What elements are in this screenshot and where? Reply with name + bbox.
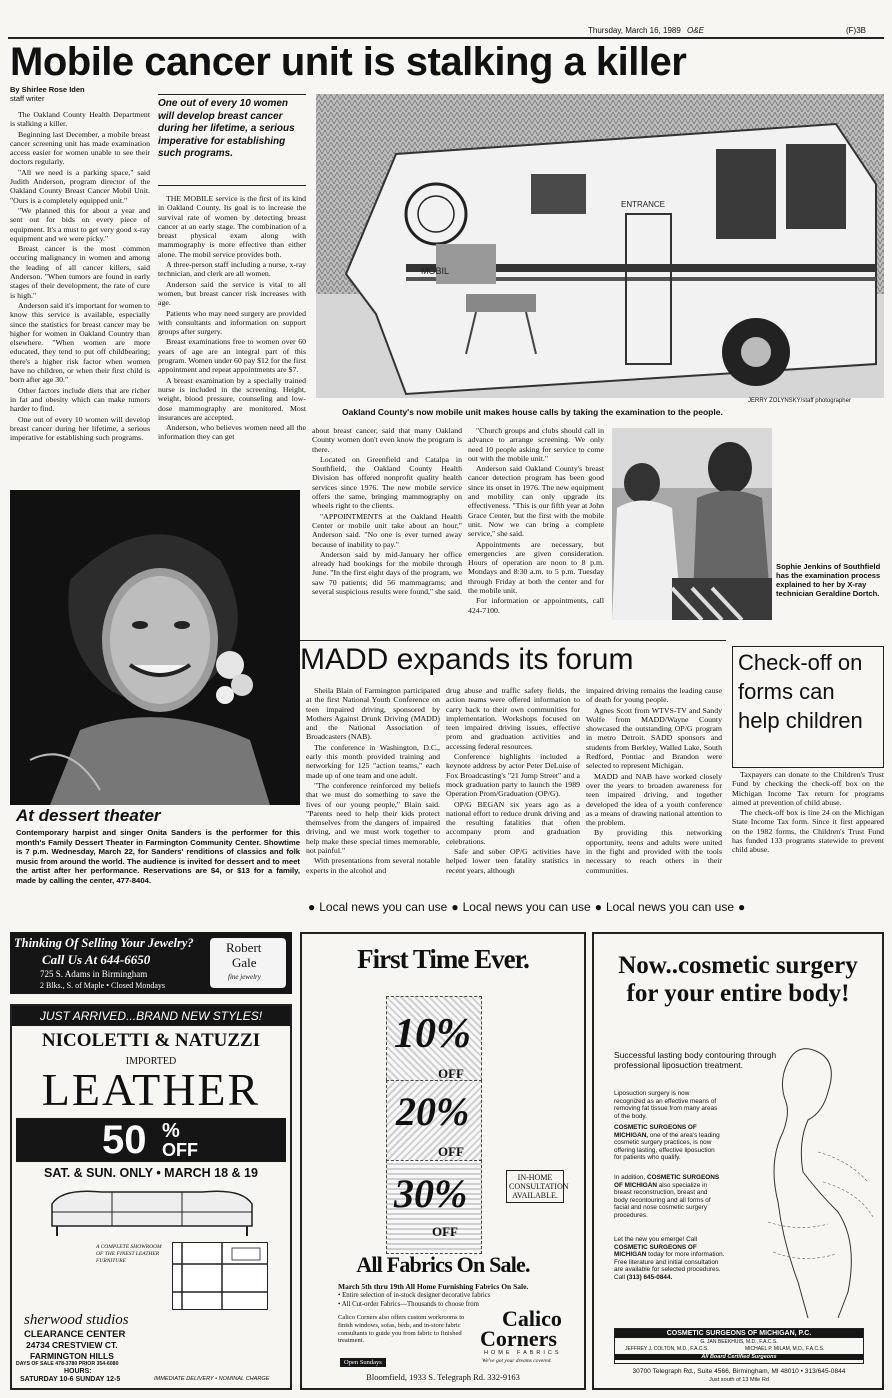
paragraph: "We planned this for about a year and sent out for bids on every piece of equipment. It's a must to get very good x-ray equipment and we were picky.": [10, 205, 150, 243]
paragraph: Anderson said by mid-January her office already had bookings for the mobile through June. "In the first eight days of the program, we saw 70 patients; did 56 mammagrams; and several suspicious results were found," she said.: [312, 549, 462, 597]
paragraph: "Church groups and clubs should call in advance to arrange screening. We only need 10 people asking for service to come out with the mobile unit.": [468, 426, 604, 463]
sherwood-street: 24734 CRESTVIEW CT.: [26, 1340, 118, 1350]
sherwood-center: CLEARANCE CENTER: [24, 1329, 126, 1340]
body-contour-illustration: [728, 1042, 878, 1318]
sherwood-off: OFF: [162, 1140, 198, 1160]
paragraph: "APPOINTMENTS at the Oakland Health Center or mobile unit take about an hour," Anderson said. "No one is ever turned away because of inability to pay.": [312, 511, 462, 549]
cosmetic-p3-pre: In addition,: [614, 1174, 648, 1181]
local-news-text-1: Local news you can use: [319, 900, 448, 914]
paragraph: Anderson said Oakland County's breast cancer detection program has been good since its onset in 1976. The new equipment and mobility can only upgrade its effectiveness. "This is our fifth year at John Grace Center, but the first with the mobile unit. Now we can bring a complete service," she said.: [468, 464, 604, 539]
sherwood-city: FARMINGTON HILLS: [30, 1351, 114, 1361]
paragraph: The conference in Washington, D.C., early this month provided training and networking for 125 "action teams," each made up of one team and one adult.: [306, 742, 440, 780]
paragraph: Sheila Blain of Farmington participated at the first National Youth Conference on teen impaired driving, sponsored by Mothers Against Drunk Driving (MADD) and the National Association of Broadcasters (NAB).: [306, 686, 440, 742]
paragraph: Taxpayers can donate to the Children's Trust Fund by checking the check-off box on the Michigan Income Tax return for programs aimed at prevention of child abuse.: [732, 770, 884, 807]
checkoff-body: [732, 770, 884, 890]
calico-sale: All Fabrics On Sale.: [356, 1252, 530, 1277]
cosmetic-headline: Now..cosmetic surgery for your entire body!: [618, 952, 858, 1007]
mobile-unit-illustration: [316, 94, 884, 398]
robert-gale-ad: [10, 932, 292, 994]
paragraph: A breast examination by a specially trained nurse is included in the screening. Height, weight, blood pressure, counseling and low-dose mammography are monitored. Most insurances are accepted.: [158, 375, 306, 422]
paragraph: THE MOBILE service is the first of its kind in Oakland County. Its goal is to increase the survival rate of women by detecting breast cancer at an early stage. The combination of a breast physical exam along with mammography is more effective than either alone. The mobil service provides both.: [158, 194, 306, 259]
map-illustration: [172, 1242, 268, 1310]
sherwood-dates: SAT. & SUN. ONLY • MARCH 18 & 19: [44, 1166, 258, 1180]
page-number: (F)3B: [846, 26, 866, 35]
calico-body: Calico Corners also offers custom workrooms to finish windows, sofas, beds, and in-store fabric consultants to guide you from fabric to finished treatment.: [338, 1314, 465, 1345]
calico-headline: First Time Ever.: [357, 944, 529, 974]
cosmetic-p4: [614, 1236, 726, 1282]
paragraph: about breast cancer, said that many Oakland County women don't even know the program is there.: [312, 426, 462, 454]
rg-logo-robert: Robert: [226, 940, 262, 955]
madd-top-rule: [300, 640, 726, 641]
calico-ad: [300, 932, 586, 1390]
cosmetic-doctor-2: JEFFREY J. COLTON, M.D., F.A.C.S.: [625, 1346, 709, 1352]
rg-logo: [210, 938, 286, 988]
cosmetic-firm: COSMETIC SURGEONS OF MICHIGAN, P.C.: [615, 1329, 863, 1338]
sherwood-delivery: IMMEDIATE DELIVERY • NOMINAL CHARGE: [154, 1376, 270, 1382]
dessert-headline: At dessert theater: [16, 806, 161, 825]
paragraph: MADD and NAB have worked closely over the years to broaden awareness for teen impaired driving, and together developed the idea of a youth conference as a means of drawing national attention to the problem.: [586, 771, 722, 828]
cosmetic-doctor-1: G. JAN BEEKHUIS, M.D., F.A.C.S.: [700, 1339, 778, 1345]
calico-off-1: OFF: [438, 1066, 464, 1081]
paragraph: The check-off box is line 24 on the Michigan State Income Tax form. Since it first appeared on the 1982 forms, the Children's Trust Fund has funded 133 programs statewide to prevent child abuse.: [732, 808, 884, 855]
main-story-col2: [158, 194, 306, 482]
cosmetic-board: All Board Certified Surgeons: [615, 1354, 863, 1360]
paper-name: O&E: [687, 26, 704, 35]
rg-headline: Thinking Of Selling Your Jewelry?: [14, 936, 194, 950]
main-story-col1: [10, 110, 150, 482]
cosmetic-p2-text: one of the area's leading cosmetic surgery practices, is now offering lasting, effective liposuction for patients who qualify.: [614, 1131, 720, 1162]
paragraph: With presentations from several notable experts in the alcohol and: [306, 856, 440, 875]
paragraph: Safe and sober OP/G activities have helped lower teen fatality statistics in recent years, although: [446, 847, 580, 875]
paragraph: OP/G BEGAN six years ago as a national effort to reduce drunk driving and the resulting fatalities that often accompany prom and graduation celebrations.: [446, 799, 580, 846]
pullquote: One out of every 10 women will develop breast cancer during her lifetime, a serious imperative for establishing such programs.: [158, 98, 295, 159]
cosmetic-ad: [592, 932, 884, 1390]
bullet-icon: ●: [594, 900, 602, 914]
local-news-text-2: Local news you can use: [462, 900, 591, 914]
harpist-photo: [10, 490, 300, 805]
cosmetic-p2: [614, 1124, 722, 1162]
madd-headline: MADD expands its forum: [300, 643, 634, 676]
header-rule: [8, 37, 884, 39]
cosmetic-p4-bold: COSMETIC SURGEONS OF MICHIGAN: [614, 1243, 697, 1259]
calico-bullet-2: • All Cut-order Fabrics—Thousands to choose from: [338, 1301, 479, 1308]
calico-address: Bloomfield, 1933 S. Telegraph Rd. 332-9163: [366, 1372, 520, 1382]
rg-directions: 2 Blks., S. of Maple • Closed Mondays: [40, 981, 166, 990]
calico-off-3: OFF: [432, 1224, 458, 1239]
cosmetic-phone: (313) 645-0844.: [626, 1273, 673, 1281]
dateline: [588, 26, 704, 35]
cosmetic-lead: Successful lasting body contouring through professional liposuction treatment.: [614, 1050, 777, 1070]
paragraph: Anderson said the service is vital to all women, but breast cancer risk increases with age.: [158, 279, 306, 308]
madd-col1: [306, 686, 440, 888]
cosmetic-p2-bold: COSMETIC SURGEONS OF MICHIGAN,: [614, 1124, 697, 1139]
cosmetic-firm-banner: [614, 1328, 864, 1364]
paragraph: Anderson, who believes women need all the information they can get: [158, 423, 306, 442]
rg-call: Call Us At 644-6650: [42, 952, 151, 967]
sherwood-banner: JUST ARRIVED...BRAND NEW STYLES!: [12, 1006, 290, 1026]
sherwood-leather: LEATHER: [41, 1064, 261, 1115]
mobile-unit-photo: [316, 94, 884, 398]
sherwood-brands: NICOLETTI & NATUZZI: [41, 1030, 261, 1051]
calico-discount-3: 30%: [394, 1171, 468, 1216]
paragraph: Appointments are necessary, but emergencies are given consideration. Hours of operation are noon to 8 p.m. Mondays and 8:30 a.m. to 5 p.m. Tuesday through Friday at both the center and for the mobile unit.: [468, 539, 604, 596]
paragraph: Agnes Scott from WTVS-TV and Sandy Wolfe from MADD/Wayne County showcased the outstanding OP/G program in metro Detroit. SADD sponsors and students from Berkley, Walled Lake, South Redford, Pontiac and Brandon were selected to represent Michigan.: [586, 705, 722, 771]
calico-discount-1: 10%: [394, 1011, 471, 1057]
cosmetic-address: 30700 Telegraph Rd., Suite 4566, Birmingham, MI 48010 • 313/645-0844: [632, 1368, 846, 1375]
dateline-date: Thursday, March 16, 1989: [588, 26, 681, 35]
paragraph: For information or appointments, call 424-7100.: [468, 596, 604, 615]
pullquote-rule: [158, 94, 306, 95]
cosmetic-p3-text: also specialize in breast reconstruction, breast and body recontouring and all forms of facial and nose cosmetic surgery procedures.: [614, 1181, 711, 1219]
paragraph: One out of every 10 women will develop breast cancer during her lifetime, a serious imperative for establishing such programs.: [10, 414, 150, 443]
local-news-text-3: Local news you can use: [605, 900, 735, 914]
main-story-col4: [468, 426, 604, 626]
harpist-illustration: [10, 490, 300, 805]
byline-role: staff writer: [10, 93, 45, 103]
photo-caption: Oakland County's now mobile unit makes house calls by taking the examination to the people.: [342, 407, 723, 417]
paragraph: Anderson said it's important for women to know this service is available, especially since the statistics for breast cancer may be higher for women in Oakland Country than elsewhere. "When women are more educated, they tend to put off childbearing; there's a higher risk factor when women have no children, or when their first child is born after age 30.": [10, 300, 150, 385]
paragraph: "The conference reinforced my beliefs that we must do something to save the lives of our young people," Blain said. "Parents need to help their kids protect themselves from the dangers of impaired driving, and we must work together to help make these special times memorable, not painful.": [306, 780, 440, 856]
rg-logo-gale: Gale: [232, 955, 257, 970]
rg-logo-sub: fine jewelry: [228, 973, 261, 981]
paragraph: Other factors include diets that are richer in fat and obesity which can make tumors harder to find.: [10, 385, 150, 414]
calico-discount-2: 20%: [396, 1089, 470, 1134]
sherwood-percent: %: [162, 1120, 180, 1142]
calico-off-2: OFF: [438, 1144, 464, 1159]
cosmetic-p3-bold: COSMETIC SURGEONS OF MICHIGAN: [614, 1174, 720, 1189]
van-label: MOBIL: [421, 266, 450, 276]
paragraph: Patients who may need surgery are provided with consultants and information on support groups after surgery.: [158, 308, 306, 337]
calico-tagline: We've got your dreams covered.: [482, 1358, 552, 1364]
paragraph: A three-person staff including a nurse, x-ray technician, and clerk are all women.: [158, 260, 306, 279]
entrance-label: ENTRANCE: [621, 200, 666, 209]
cosmetic-p3: [614, 1174, 722, 1220]
paragraph: By providing this networking opportunity, teens and adults were united in the fight and provided with the tools necessary to reach others in their communities.: [586, 828, 722, 875]
sherwood-phones: DAYS OF SALE 478-3780 PRIOR 354-6080: [16, 1361, 119, 1367]
byline-name: By Shirlee Rose Iden: [10, 85, 85, 94]
bullet-icon: ●: [308, 900, 316, 914]
exam-photo: [612, 428, 772, 620]
rg-address: 725 S. Adams in Birmingham: [40, 969, 148, 979]
main-headline: Mobile cancer unit is stalking a killer: [10, 40, 687, 84]
exam-photo-caption: Sophie Jenkins of Southfield has the examination process explained to her by X-ray technician Geraldine Dortch.: [776, 562, 881, 598]
photo-credit: JERRY ZOLYNSKY/staff photographer: [748, 398, 851, 404]
calico-logo-calico: Calico: [502, 1306, 562, 1331]
cosmetic-p4-pre: Let the new you emerge! Call: [614, 1236, 698, 1243]
cosmetic-p1: Liposuction surgery is now recognized as an effective means of removing fat tissue from many areas of the body.: [614, 1090, 718, 1120]
cosmetic-doctor-3: MICHAEL P. MILAM, M.D., F.A.C.S.: [745, 1346, 825, 1352]
cosmetic-p4-text: today for more information. Free literature and initial consultation are available for selected procedures. Call: [614, 1251, 725, 1281]
calico-bullet-1: • Entire selection of in-stock designer decorative fabrics: [338, 1292, 491, 1299]
calico-logo-corners: Corners: [480, 1326, 557, 1351]
sherwood-discount-box: [16, 1118, 286, 1162]
paragraph: Beginning last December, a mobile breast cancer screening unit has made examination access easier for women unable to see their doctors regularly.: [10, 129, 150, 167]
paragraph: "All we need is a parking space," said Judith Anderson, program director of the Oakland County Breast Cancer Mobil Unit. "Ours is a completely equipped unit.": [10, 167, 150, 205]
paragraph: Breast cancer is the most common occuring malignancy in women and among the leading of all cancer killers, said Anderson. "When tumors are found in early stages of their development, the rate of cure is high.": [10, 244, 150, 300]
exam-illustration: [612, 428, 772, 620]
calico-logo-sub: HOME FABRICS: [484, 1350, 562, 1356]
main-story-col3: [312, 426, 462, 626]
bullet-icon: ●: [738, 900, 746, 914]
sherwood-discount: 50: [102, 1118, 147, 1162]
calico-consultation: IN-HOME CONSULTATION AVAILABLE.: [506, 1170, 564, 1203]
paragraph: drug abuse and traffic safety fields, the action teams were offered information to carry back to their own communities for implementation. Workshops focused on teen impaired driving issues, effective prom and graduation activities and accessing federal resources.: [446, 686, 580, 751]
paragraph: The Oakland County Health Department is stalking a killer.: [10, 110, 150, 129]
checkoff-headline: Check-off on forms can help children: [738, 650, 863, 733]
sherwood-imported: IMPORTED: [125, 1056, 177, 1067]
sherwood-hours-label: HOURS:: [64, 1368, 92, 1375]
paragraph: Located on Greenfield and Catalpa in Southfield, the Oakland County Health Division has offered nonprofit quality health services since 1976. The new mobile service offers the same, bringing mammography on wheels right to the clients.: [312, 454, 462, 511]
bullet-icon: ●: [451, 900, 459, 914]
dessert-body: Contemporary harpist and singer Onita Sanders is the performer for this month's Family Dessert Theater in Farmington Community Center. Showtime is 7 p.m. Wednesday, March 22, for Sanders' renditions of classics and folk music from around the world. The audience is invited for dessert and to meet the artist after her performance. Reservations are $4, or $13 for a family, made by calling the center, 477-8404.: [16, 828, 300, 885]
sherwood-ad: [10, 1004, 292, 1390]
madd-col2: [446, 686, 580, 888]
sherwood-hours: SATURDAY 10-6 SUNDAY 12-5: [20, 1376, 121, 1383]
calico-dates: March 5th thru 19th All Home Furnishing Fabrics On Sale.: [338, 1282, 529, 1291]
calico-open-sundays: Open Sundays: [340, 1358, 386, 1367]
paragraph: Breast examinations free to women over 60 years of age are an integral part of this program. Women under 60 pay $12 for the first appointment and repeat appointments are $7.: [158, 337, 306, 375]
paragraph: impaired driving remains the leading cause of death for young people.: [586, 686, 722, 705]
sofa-illustration: [42, 1184, 262, 1238]
sherwood-showroom: A COMPLETE SHOWROOM OF THE FINEST LEATHER FURNITURE: [96, 1244, 162, 1264]
sherwood-store: sherwood studios: [24, 1312, 129, 1328]
byline: [10, 86, 85, 103]
madd-col3: [586, 686, 722, 888]
pullquote-rule-bottom: [158, 185, 306, 186]
local-news-bar: [308, 900, 798, 914]
paragraph: Conference highlights included a keynote address by actor Peter DeLuise of Fox Broadcasting's "21 Jump Street" and a mock graduation party to launch the 1989 Operation Prom/Graduation (OP/G).: [446, 752, 580, 799]
cosmetic-address-2: Just south of 13 Mile Rd: [708, 1377, 769, 1383]
